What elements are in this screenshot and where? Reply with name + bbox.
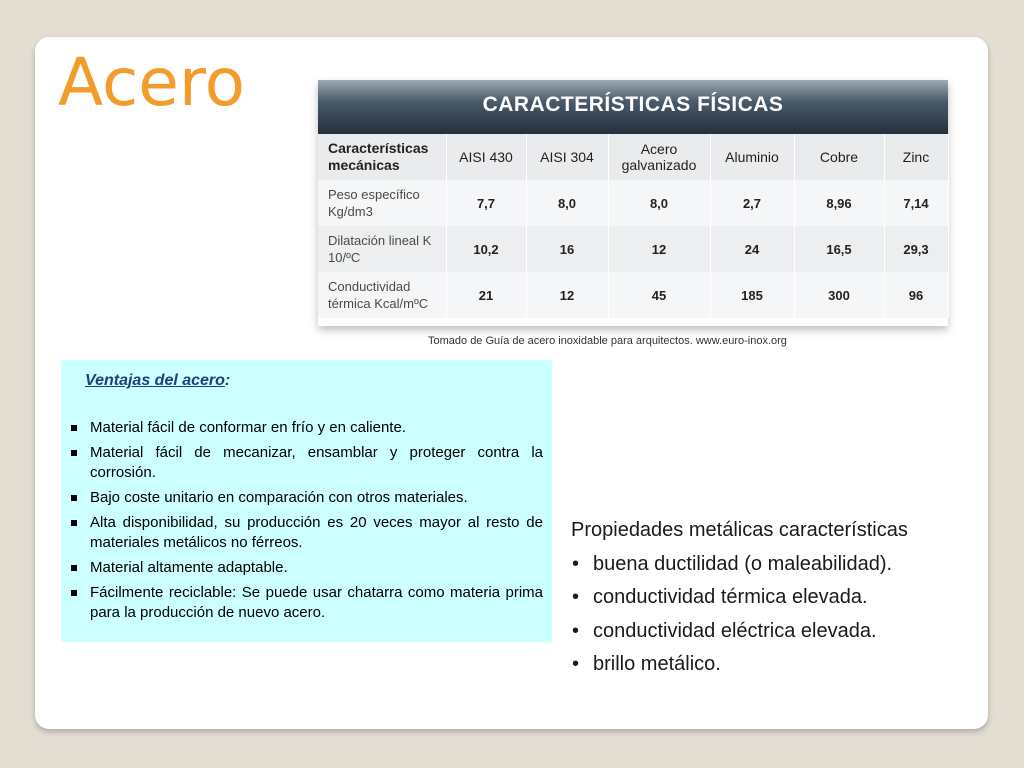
table-cell: 185 [710,272,794,318]
list-item-text: Alta disponibilidad, su producción es 20 veces mayor al resto de materiales metálicos no férreos. [90,514,543,551]
physical-characteristics-table [318,80,948,326]
properties-heading: Propiedades metálicas características [571,519,908,541]
row-label: Peso específico Kg/dm3 [318,180,446,226]
square-bullet-icon [71,520,77,526]
table-cell: 8,0 [526,180,608,226]
list-item-text: Material fácil de mecanizar, ensamblar y proteger contra la corrosión. [90,444,543,481]
table-header-row [318,134,948,180]
list-item [69,443,543,483]
data-table [318,134,949,318]
table-cell: 16,5 [794,226,884,272]
table-row [318,180,948,226]
table-cell: 7,14 [884,180,948,226]
bullet-icon: • [572,653,580,675]
list-item-text: Material fácil de conformar en frío y en caliente. [90,419,406,436]
square-bullet-icon [71,565,77,571]
bullet-icon: • [572,586,580,608]
column-header: AISI 430 [446,134,526,180]
table-cell: 16 [526,226,608,272]
list-item [571,548,971,582]
column-header: AISI 304 [526,134,608,180]
column-header: Aluminio [710,134,794,180]
table-header: CARACTERÍSTICAS FÍSICAS [318,80,948,134]
table-cell: 8,96 [794,180,884,226]
square-bullet-icon [71,590,77,596]
list-item-text: buena ductilidad (o maleabilidad). [593,552,893,575]
square-bullet-icon [71,450,77,456]
advantages-title-text: Ventajas del acero [85,372,225,389]
list-item-text: conductividad eléctrica elevada. [593,619,877,642]
list-item-text: brillo metálico. [593,653,721,675]
table-cell: 300 [794,272,884,318]
square-bullet-icon [71,425,77,431]
advantages-title [85,372,230,390]
table-cell: 7,7 [446,180,526,226]
bullet-icon: • [572,552,580,575]
list-item [571,581,971,615]
table-row [318,272,948,318]
slide-title: Acero [58,44,245,121]
table-cell: 96 [884,272,948,318]
column-header: Cobre [794,134,884,180]
row-label: Conductividad térmica Kcal/mºC [318,272,446,318]
table-cell: 29,3 [884,226,948,272]
advantages-box [61,360,552,642]
table-cell: 45 [608,272,710,318]
table-caption: Tomado de Guía de acero inoxidable para arquitectos. www.euro-inox.org [428,335,787,347]
properties-list [571,548,971,682]
table-cell: 21 [446,272,526,318]
list-item [69,513,543,553]
table-cell: 2,7 [710,180,794,226]
column-header: Características mecánicas [318,134,446,180]
table-cell: 8,0 [608,180,710,226]
list-item [571,648,971,682]
advantages-list [69,418,543,628]
column-header: Acero galvanizado [608,134,710,180]
table-cell: 10,2 [446,226,526,272]
square-bullet-icon [71,495,77,501]
list-item [69,583,543,623]
table-cell: 12 [608,226,710,272]
list-item [69,558,543,578]
metallic-properties [571,514,971,682]
list-item [69,418,543,438]
list-item-text: Fácilmente reciclable: Se puede usar chatarra como materia prima para la producción de nuevo acero. [90,584,543,621]
list-item-text: conductividad térmica elevada. [593,586,868,608]
list-item-text: Bajo coste unitario en comparación con otros materiales. [90,489,468,506]
row-label: Dilatación lineal K 10/ºC [318,226,446,272]
list-item-text: Material altamente adaptable. [90,559,288,576]
table-cell: 24 [710,226,794,272]
column-header: Zinc [884,134,948,180]
advantages-title-colon: : [224,372,231,389]
list-item [571,615,971,649]
table-cell: 12 [526,272,608,318]
list-item [69,488,543,508]
table-row [318,226,948,272]
bullet-icon: • [572,619,580,642]
